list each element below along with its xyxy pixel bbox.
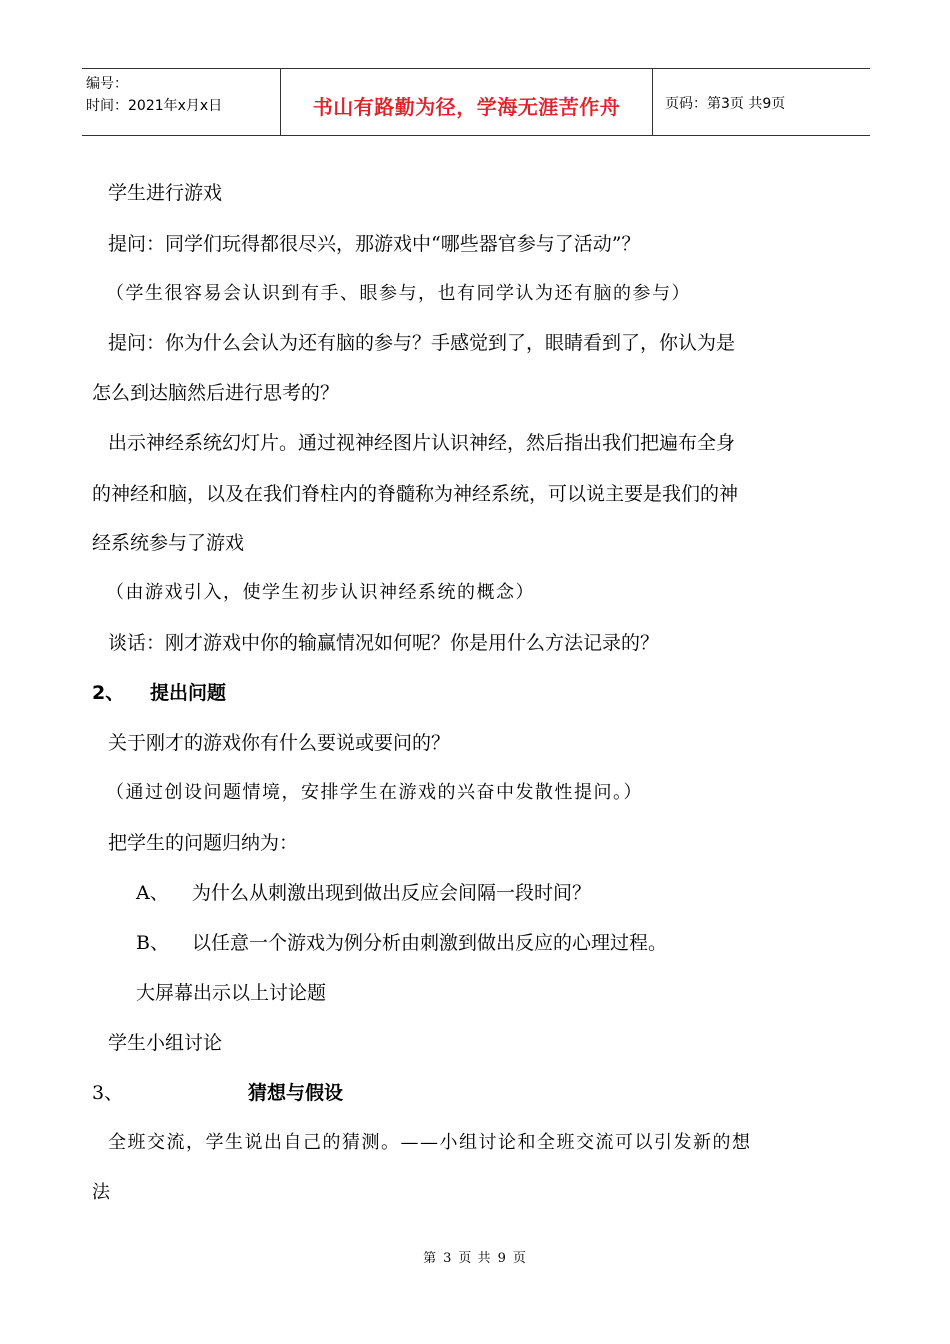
list-item: 以任意一个游戏为例分析由刺激到做出反应的心理过程。 [192, 932, 668, 954]
page-header [82, 68, 870, 136]
paragraph: 出示神经系统幻灯片。通过视神经图片认识神经，然后指出我们把遍布全身 [108, 432, 736, 454]
paragraph: 提问：你为什么会认为还有脑的参与？手感觉到了，眼睛看到了，你认为是 [108, 332, 736, 354]
section-title: 猜想与假设 [248, 1082, 344, 1104]
motto: 书山有路勤为径，学海无涯苦作舟 [312, 95, 621, 119]
paragraph: 法 [92, 1182, 112, 1203]
paragraph: 大屏幕出示以上讨论题 [136, 982, 327, 1004]
page-footer [0, 1247, 950, 1266]
footer-page-number: 3 [443, 1251, 453, 1266]
paragraph: 经系统参与了游戏 [92, 532, 245, 554]
paragraph: 提问：同学们玩得都很尽兴，那游戏中“哪些器官参与了活动”？ [108, 233, 641, 255]
section-title: 提出问题 [150, 682, 227, 704]
footer-suffix: 页 [512, 1251, 527, 1266]
note-paragraph: （学生很容易会认识到有手、眼参与，也有同学认为还有脑的参与） [106, 283, 691, 304]
time-label: 时间：2021年x月x日 [86, 98, 223, 114]
paragraph: 学生小组讨论 [108, 1032, 223, 1054]
list-label: B、 [136, 932, 169, 954]
paragraph: 全班交流，学生说出自己的猜测。——小组讨论和全班交流可以引发新的想 [108, 1132, 752, 1153]
header-page-cell [653, 69, 870, 135]
paragraph: 的神经和脑，以及在我们脊柱内的脊髓称为神经系统，可以说主要是我们的神 [92, 483, 739, 505]
paragraph: 关于刚才的游戏你有什么要说或要问的？ [108, 732, 451, 754]
footer-mid: 页 共 [458, 1251, 492, 1266]
list-item: 为什么从刺激出现到做出反应会间隔一段时间？ [192, 882, 592, 904]
paragraph: 把学生的问题归纳为： [108, 832, 299, 854]
footer-prefix: 第 [423, 1251, 438, 1266]
list-label: A、 [136, 882, 169, 904]
header-motto-cell [281, 69, 653, 135]
paragraph: 谈话：刚才游戏中你的输赢情况如何呢？你是用什么方法记录的？ [108, 632, 660, 654]
paragraph: 怎么到达脑然后进行思考的？ [92, 382, 340, 404]
paragraph: 学生进行游戏 [108, 182, 223, 204]
section-number: 3、 [92, 1082, 124, 1104]
section-number: 2、 [92, 682, 125, 704]
footer-total-pages: 9 [497, 1251, 507, 1266]
header-meta [82, 69, 281, 135]
number-label: 编号： [86, 76, 128, 92]
page-info: 页码：第3页 共9页 [665, 96, 786, 112]
note-paragraph: （由游戏引入，使学生初步认识神经系统的概念） [106, 582, 535, 603]
note-paragraph: （通过创设问题情境，安排学生在游戏的兴奋中发散性提问。） [106, 782, 643, 803]
